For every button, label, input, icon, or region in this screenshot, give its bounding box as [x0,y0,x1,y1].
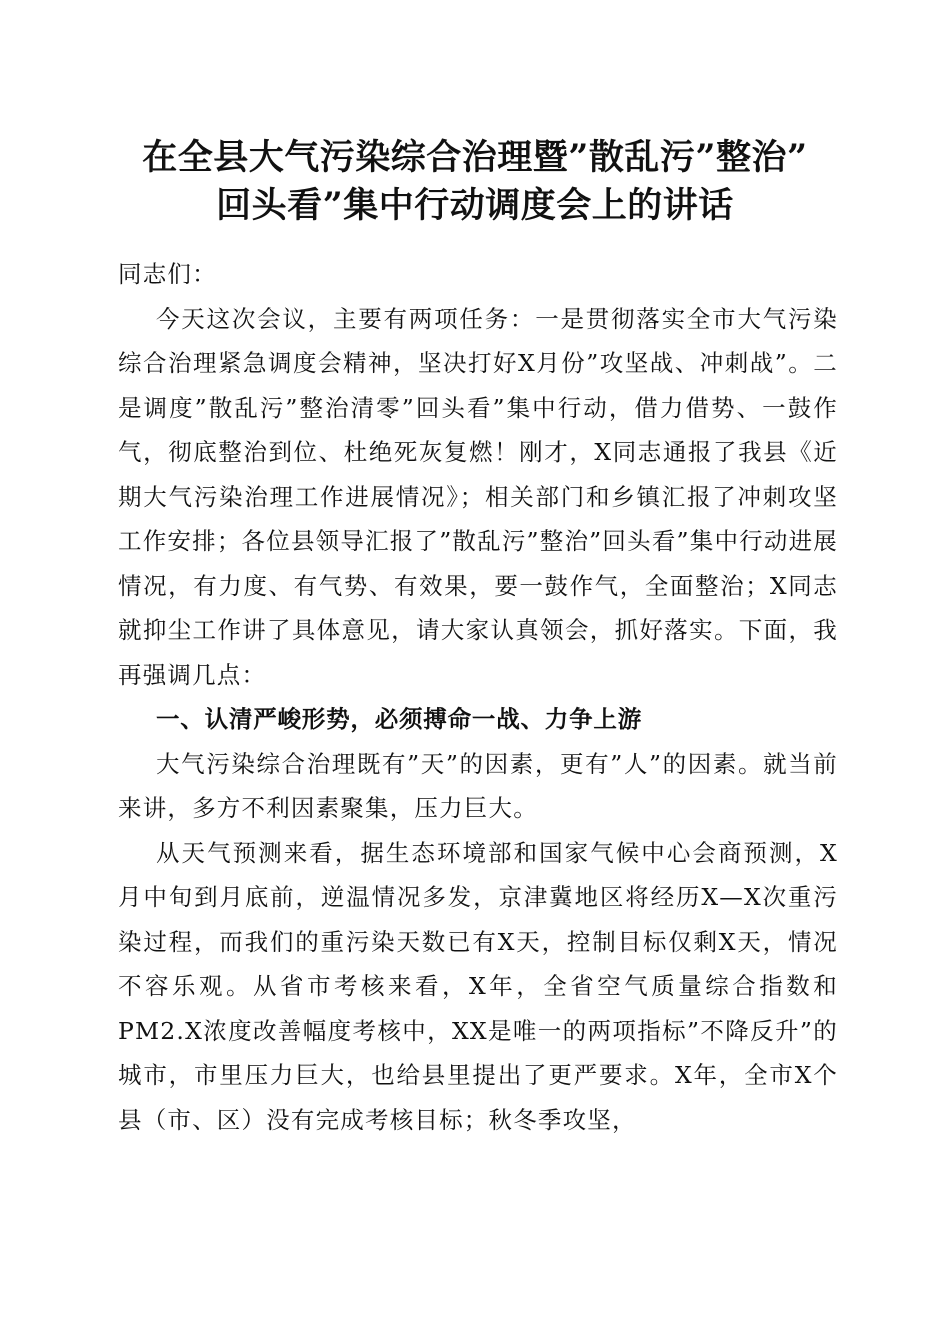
title-line-1: 在全县大气污染综合治理暨”散乱污”整治” [142,137,808,178]
section1-paragraph-1: 大气污染综合治理既有”天”的因素，更有”人”的因素。就当前来讲，多方不利因素聚集，压力巨大。 [118,749,838,822]
title-line-2: 回头看”集中行动调度会上的讲话 [216,185,734,226]
salutation: 同志们： [118,260,217,288]
intro-paragraph: 今天这次会议，主要有两项任务：一是贯彻落实全市大气污染综合治理紧急调度会精神，坚决打好X月份”攻坚战、冲刺战”。二是调度”散乱污”整治清零”回头看”集中行动，借力借势、一鼓作气，彻底整治到位、杜绝死灰复燃！刚才，X同志通报了我县《近期大气污染治理工作进展情况》；相关部门和乡镇汇报了冲刺攻坚工作安排；各位县领导汇报了”散乱污”整治”回头看”集中行动进展情况，有力度、有气势、有效果，要一鼓作气，全面整治；X同志就抑尘工作讲了具体意见，请大家认真领会，抓好落实。下面，我再强调几点： [118,304,838,689]
section-heading-1: 一、认清严峻形势，必须搏命一战、力争上游 [156,705,642,733]
section1-paragraph-2: 从天气预测来看，据生态环境部和国家气候中心会商预测，X月中旬到月底前，逆温情况多发，京津冀地区将经历X—X次重污染过程，而我们的重污染天数已有X天，控制目标仅剩X天，情况不容乐观。从省市考核来看，X年，全省空气质量综合指数和PM2.X浓度改善幅度考核中，XX是唯一的两项指标”不降反升”的城市，市里压力巨大，也给县里提出了更严要求。X年，全市X个县（市、区）没有完成考核目标；秋冬季攻坚， [118,838,838,1134]
document-body [118,252,838,1142]
document-title [60,134,890,230]
